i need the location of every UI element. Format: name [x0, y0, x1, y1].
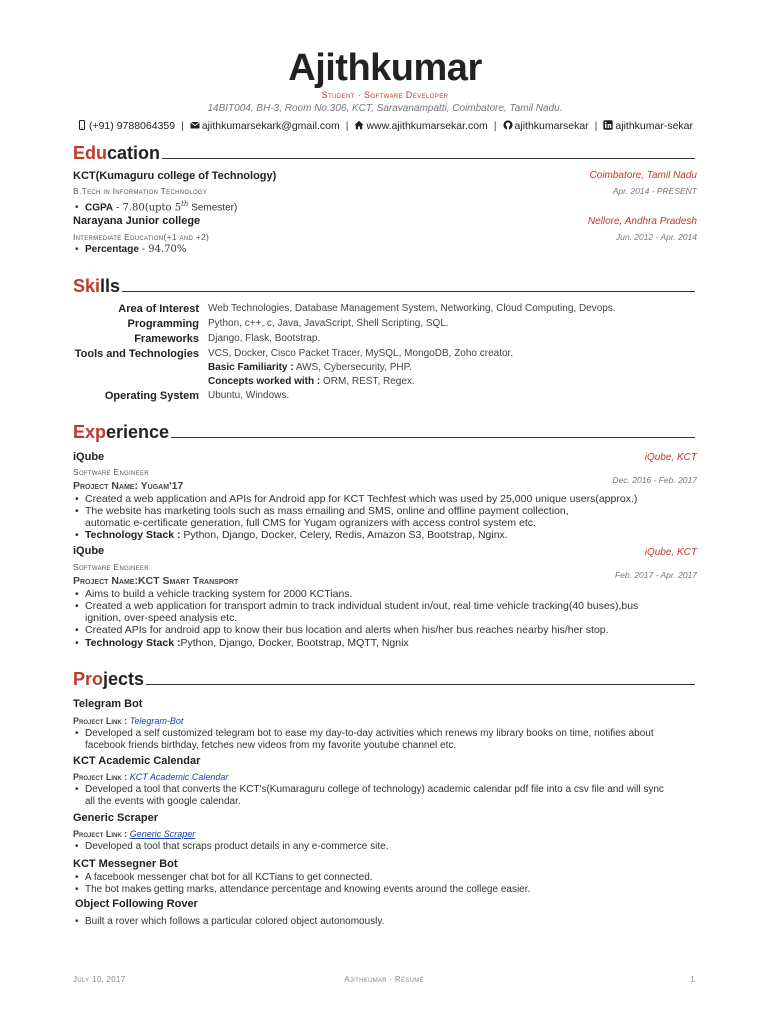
- project-name: Yugam'17: [137, 480, 184, 492]
- skill-subvalue: AWS, Cybersecurity, PHP.: [293, 362, 412, 373]
- linkedin-contact[interactable]: [603, 120, 693, 132]
- separator: |: [345, 120, 349, 132]
- education-dates: Jun. 2012 - Apr. 2014: [615, 232, 697, 242]
- detail-value: - 7.80(upto 5: [115, 202, 182, 214]
- skill-row: [73, 303, 693, 315]
- skill-value: Web Technologies, Database Management System, Networking, Cloud Computing, Devops.: [208, 303, 616, 314]
- heading-rest: jects: [103, 669, 145, 689]
- skill-value: VCS, Docker, Cisco Packet Tracer, MySQL, MongoDB, Zoho creator.: [208, 348, 514, 359]
- project-link-row: [73, 829, 195, 839]
- project-name-label: Project Name:: [73, 575, 138, 587]
- position-title: Student · Software Developer: [321, 90, 449, 100]
- project-bullet: • Developed a tool that scraps product details in any e-commerce site.: [75, 841, 389, 852]
- experience-bullet-continuation: automatic e-certificate generation, full CMS for Yugam ogranizers with access control system etc.: [85, 517, 536, 529]
- education-location: Coimbatore, Tamil Nadu: [589, 170, 697, 181]
- stack-value: Python, Django, Docker, Bootstrap, MQTT, Ngnix: [180, 637, 409, 649]
- bullet-text: A facebook messenger chat bot for all KCTians to get connected.: [85, 872, 373, 883]
- github-contact[interactable]: [503, 120, 589, 132]
- separator: |: [493, 120, 497, 132]
- education-detail: • Percentage - 94.70%: [75, 244, 187, 255]
- project-title: Generic Scraper: [73, 812, 158, 824]
- experience-heading: [73, 422, 695, 442]
- github-icon: [503, 120, 513, 130]
- project-title: Telegram Bot: [73, 698, 143, 710]
- experience-org: iQube: [73, 545, 105, 557]
- skill-subhead: Basic Familiarity :: [208, 362, 294, 373]
- stack-label: Technology Stack :: [85, 637, 181, 649]
- project-link-row: [73, 772, 228, 782]
- education-heading: [73, 143, 695, 163]
- experience-stack: • Technology Stack :Python, Django, Docker, Bootstrap, MQTT, Ngnix: [75, 637, 409, 649]
- detail-superscript: th: [181, 200, 189, 208]
- footer-date: July 10, 2017: [73, 975, 126, 984]
- page-number: 1: [690, 975, 695, 984]
- experience-location: iQube, KCT: [644, 452, 697, 463]
- experience-dates: Dec. 2016 - Feb. 2017: [612, 475, 697, 485]
- applicant-name: Ajithkumar: [288, 47, 482, 89]
- heading-rule: [146, 684, 695, 685]
- experience-bullet-continuation: ignition, over-speed analysis etc.: [85, 612, 238, 624]
- detail-value: - 94.70%: [141, 244, 187, 255]
- skill-row: [73, 333, 693, 345]
- project-link-label: Project Link :: [73, 772, 128, 782]
- home-icon: [354, 120, 364, 130]
- detail-label: CGPA: [85, 202, 114, 214]
- resume-header: [0, 48, 770, 132]
- bullet-text: The bot makes getting marks, attendance percentage and knowing events around the college easier.: [85, 884, 531, 895]
- skill-label: Area of Interest: [118, 303, 199, 315]
- bullet-text: Developed a tool that scraps product details in any e-commerce site.: [85, 841, 389, 852]
- phone-number: (+91) 9788064359: [88, 120, 176, 132]
- linkedin-icon: [603, 120, 613, 130]
- experience-bullet: • Created APIs for android app to know their bus location and alerts when his/her bus reaches nearby his/her stop.: [75, 624, 609, 636]
- linkedin-username[interactable]: ajithkumar-sekar: [615, 120, 694, 132]
- project-link[interactable]: Telegram-Bot: [129, 716, 184, 726]
- experience-bullet: • Created a web application for transport admin to track individual student in/out, real time vehicle tracking(40 buses),bus: [75, 600, 639, 612]
- skill-row: [73, 318, 693, 330]
- bullet-text: Developed a self customized telegram bot to ease my day-to-day activities which renews my library books on time, notifies about: [85, 728, 654, 739]
- skill-subvalue: ORM, REST, Regex.: [320, 376, 415, 387]
- skill-row: [73, 348, 693, 360]
- phone-contact: [77, 120, 175, 132]
- skill-label: [73, 362, 208, 373]
- project-link[interactable]: Generic Scraper: [129, 829, 196, 839]
- heading-rule: [162, 158, 695, 159]
- project-link-label: Project Link :: [73, 829, 128, 839]
- email-address[interactable]: ajithkumarsekark@gmail.com: [201, 120, 340, 132]
- skill-label: [73, 376, 208, 387]
- mobile-icon: [77, 120, 87, 130]
- bullet-text: Built a rover which follows a particular colored object autonomously.: [85, 916, 385, 927]
- address: 14BIT004, BH-3, Room No.306, KCT, Saravanampatti, Coimbatore, Tamil Nadu.: [207, 103, 563, 114]
- footer-title: Ajithkumar · Résumé: [344, 975, 424, 984]
- project-bullet: • Built a rover which follows a particular colored object autonomously.: [75, 916, 385, 927]
- education-institution: Narayana Junior college: [73, 215, 201, 227]
- experience-project: [73, 480, 183, 492]
- website-url[interactable]: www.ajithkumarsekar.com: [366, 120, 488, 132]
- heading-rest: lls: [100, 276, 121, 296]
- project-name-label: Project Name:: [73, 480, 138, 492]
- skill-value: Python, c++, c, Java, JavaScript, Shell Scripting, SQL.: [208, 318, 449, 329]
- bullet-text: Created a web application for transport admin to track individual student in/out, real time vehicle tracking(40 buses),bus: [85, 600, 639, 612]
- project-bullet: • The bot makes getting marks, attendance percentage and knowing events around the college easier.: [75, 884, 531, 895]
- heading-accent: Pro: [73, 669, 104, 689]
- contact-bar: [0, 120, 770, 132]
- separator: |: [594, 120, 598, 132]
- heading-accent: Exp: [73, 422, 107, 442]
- experience-dates: Feb. 2017 - Apr. 2017: [614, 570, 697, 580]
- experience-bullet: • Aims to build a vehicle tracking system for 2000 KCTians.: [75, 588, 353, 600]
- heading-rest: erience: [106, 422, 170, 442]
- skill-value: Django, Flask, Bootstrap.: [208, 333, 321, 344]
- experience-role: Software Engineer: [73, 562, 149, 572]
- experience-org: iQube: [73, 451, 105, 463]
- project-link-row: [73, 716, 183, 726]
- skill-label: Programming: [127, 318, 199, 330]
- education-detail: • CGPA - 7.80(upto 5th Semester): [75, 200, 238, 214]
- bullet-text: The website has marketing tools such as mass emailing and SMS, online and offline payment collection,: [85, 505, 569, 517]
- experience-role: Software Engineer: [73, 467, 149, 477]
- skill-row: [73, 362, 693, 373]
- experience-bullet: • The website has marketing tools such as mass emailing and SMS, online and offline payment collection,: [75, 505, 569, 517]
- heading-accent: Edu: [73, 143, 107, 163]
- education-degree: Intermediate Education(+1 and +2): [73, 232, 210, 242]
- bullet-text: Developed a tool that converts the KCT's(Kumaraguru college of technology) academic calendar pdf file into a csv file and will sync: [85, 784, 664, 795]
- heading-rule: [171, 437, 695, 438]
- skill-row: [73, 376, 693, 387]
- project-title: KCT Messegner Bot: [73, 858, 178, 870]
- skills-heading: [73, 276, 695, 296]
- education-dates: Apr. 2014 - PRESENT: [612, 186, 697, 196]
- envelope-icon: [190, 120, 200, 130]
- skill-value: [208, 362, 412, 373]
- stack-value: Python, Django, Docker, Celery, Redis, Amazon S3, Bootstrap, Nginx.: [180, 529, 508, 541]
- project-title: KCT Academic Calendar: [73, 755, 201, 767]
- bullet-text: Created a web application and APIs for Android app for KCT Techfest which was used by 25,000 unique users(approx.): [85, 493, 638, 505]
- website-contact[interactable]: [354, 120, 487, 132]
- project-link[interactable]: KCT Academic Calendar: [129, 772, 229, 782]
- skill-label: Frameworks: [134, 333, 199, 345]
- separator: |: [181, 120, 184, 132]
- github-username[interactable]: ajithkumarsekar: [514, 120, 589, 132]
- heading-accent: Ski: [73, 276, 101, 296]
- stack-label: Technology Stack :: [85, 529, 181, 541]
- detail-tail: Semester): [188, 202, 238, 214]
- experience-project: [73, 575, 238, 587]
- project-bullet-continuation: facebook friends birthday, fetches new videos from my favorite youtube channel etc.: [85, 740, 457, 751]
- heading-rule: [122, 291, 695, 292]
- skill-row: [73, 390, 693, 402]
- experience-stack: • Technology Stack : Python, Django, Docker, Celery, Redis, Amazon S3, Bootstrap, Nginx.: [75, 529, 508, 541]
- project-bullet: • Developed a tool that converts the KCT's(Kumaraguru college of technology) academic calendar pdf file into a csv file and will sync: [75, 784, 664, 795]
- projects-heading: [73, 669, 695, 689]
- project-title: Object Following Rover: [75, 898, 198, 910]
- education-degree: B.Tech in Information Technology: [73, 186, 208, 196]
- project-bullet-continuation: all the events with google calendar.: [85, 796, 241, 807]
- skill-value: Ubuntu, Windows.: [208, 390, 290, 401]
- project-bullet: • A facebook messenger chat bot for all KCTians to get connected.: [75, 872, 373, 883]
- email-contact[interactable]: [190, 120, 340, 132]
- skill-subhead: Concepts worked with :: [208, 376, 321, 387]
- bullet-text: Aims to build a vehicle tracking system for 2000 KCTians.: [85, 588, 353, 600]
- skill-label: Operating System: [104, 390, 199, 402]
- education-location: Nellore, Andhra Pradesh: [587, 216, 697, 227]
- detail-label: Percentage: [85, 244, 139, 255]
- skill-value: [208, 376, 415, 387]
- experience-bullet: • Created a web application and APIs for Android app for KCT Techfest which was used by 25,000 unique users(approx.): [75, 493, 638, 505]
- bullet-text: Created APIs for android app to know their bus location and alerts when his/her bus reaches nearby his/her stop.: [85, 624, 609, 636]
- heading-rest: cation: [107, 143, 161, 163]
- project-link-label: Project Link :: [73, 716, 128, 726]
- skill-label: Tools and Technologies: [74, 348, 199, 360]
- project-name: KCT Smart Transport: [137, 575, 239, 587]
- project-bullet: • Developed a self customized telegram bot to ease my day-to-day activities which renews my library books on time, notifies about: [75, 728, 654, 739]
- education-institution: KCT(Kumaguru college of Technology): [73, 170, 277, 182]
- experience-location: iQube, KCT: [644, 547, 697, 558]
